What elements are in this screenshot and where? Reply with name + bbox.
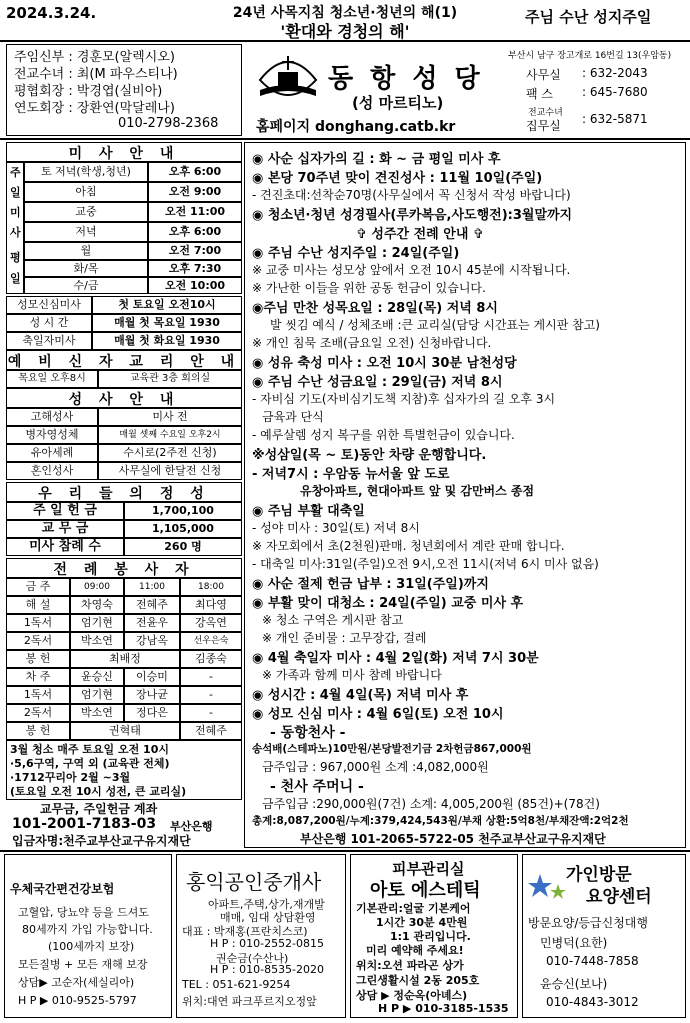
pastoral-theme: 24년 사목지침 청소년·청년의 해(1) <box>232 5 458 21</box>
sacrament-name: 병자영성체 <box>6 426 98 444</box>
ad-care-title2: 요양센터 <box>586 887 652 907</box>
offering-name: 주 일 헌 금 <box>6 502 124 520</box>
ad-skincare-line: H P ▶ 010-3185-1535 <box>378 1002 509 1015</box>
offering-value: 1,700,100 <box>124 502 242 520</box>
server-role: 1독서 <box>6 686 70 704</box>
server-name: 전윤우 <box>124 614 180 632</box>
ad-realty-line: 위치:대연 파크푸르지오정앞 <box>182 995 317 1008</box>
notice-line: ◉ 사순 십자가의 길 : 화 ~ 금 평일 미사 후 <box>252 152 501 167</box>
mass-side-label: 미 <box>10 206 21 219</box>
notice-line: 부산은행 101-2065-5722-05 천주교부산교구유지재단 <box>300 832 606 846</box>
offering-value: 1,105,000 <box>124 520 242 538</box>
staff-pastor: 주임신부 : 경훈모(알렉시오) <box>14 50 175 65</box>
server-name: 최배정 <box>70 650 180 668</box>
server-name: 11:00 <box>124 578 180 596</box>
ad-realty-line: H P : 010-8535-2020 <box>210 963 325 976</box>
parish-address: 부산시 남구 장고개로 16번길 13(우암동) <box>508 51 672 61</box>
staff-phone: 010-2798-2368 <box>118 116 219 131</box>
cleaning-line: (토요일 오전 10시 성전, 큰 교리실) <box>10 785 187 798</box>
sacrament-name: 고해성사 <box>6 408 98 426</box>
mass-side-label: 일 <box>10 186 21 199</box>
notice-line: 발 씻김 예식 / 성체조배 :큰 교리실(담당 시간표는 게시판 참고) <box>270 318 600 332</box>
notice-line: ※ 교중 미사는 성모상 앞에서 오전 10시 45분에 시작됩니다. <box>252 263 571 277</box>
sister-office-phone: : 632-5871 <box>582 112 648 126</box>
mass-row-name: 월 <box>24 242 148 260</box>
mass-row-time: 오전 11:00 <box>148 202 242 222</box>
notice-line: - 예루살렘 성지 복구를 위한 특별헌금이 있습니다. <box>252 428 515 442</box>
fax-label: 팩 스 <box>526 87 553 101</box>
server-role: 2독서 <box>6 632 70 650</box>
special-mass-time: 매월 첫 화요일 1930 <box>92 332 242 350</box>
server-name: 권혁태 <box>70 722 180 740</box>
offering-name: 미사 참례 수 <box>6 538 124 556</box>
mass-row-name: 아침 <box>24 182 148 202</box>
server-name: 최다영 <box>180 596 242 614</box>
mass-row-name: 저녁 <box>24 222 148 242</box>
server-name: 박소연 <box>70 704 124 722</box>
fax-phone: : 645-7680 <box>582 85 648 99</box>
server-name: 09:00 <box>70 578 124 596</box>
server-role: 봉 헌 <box>6 650 70 668</box>
special-mass-name: 성모신심미사 <box>6 296 92 314</box>
notice-line: - 천사 주머니 - <box>270 779 364 795</box>
special-mass-name: 축일자미사 <box>6 332 92 350</box>
server-name: 이승미 <box>124 668 180 686</box>
server-name: - <box>180 668 242 686</box>
notice-line: ◉ 주님 수난 성지주일 : 24일(주일) <box>252 246 460 261</box>
ad-care-title1: 가인방문 <box>566 865 632 885</box>
notice-line: - 성야 미사 : 30일(토) 저녁 8시 <box>252 521 420 535</box>
ad-skincare-line: 미리 예약해 주세요! <box>366 944 464 957</box>
ad-care-line: 민병덕(요한) <box>540 936 608 950</box>
notice-line: ※ 가난한 이들을 위한 공동 헌금이 있습니다. <box>252 281 486 295</box>
parish-name: 동 항 성 당 <box>328 64 484 94</box>
mass-row-time: 오후 6:00 <box>148 162 242 182</box>
sacrament-value: 사무실에 한달전 신청 <box>98 462 242 480</box>
notice-line: - 견진초대:선착순70명(사무실에서 꼭 신청서 작성 바랍니다) <box>252 188 571 202</box>
server-name: 차영숙 <box>70 596 124 614</box>
ad-skincare-line: 위치:오션 파라곤 상가 <box>356 959 464 972</box>
server-name: 전혜주 <box>124 596 180 614</box>
notice-line: ※ 개인 침묵 조배(금요일 오전) 신청바랍니다. <box>252 336 492 350</box>
catechumen-heading: 예 비 신 자 교 리 안 내 <box>6 350 242 370</box>
mass-row-name: 수/금 <box>24 277 148 294</box>
server-name: 강옥연 <box>180 614 242 632</box>
mass-side-label: 사 <box>10 226 21 239</box>
church-logo-icon <box>256 50 320 106</box>
parish-patron: (성 마르티노) <box>352 94 444 112</box>
notice-line: ◉ 성모 신심 미사 : 4월 6일(토) 오전 10시 <box>252 707 504 722</box>
ad-insurance-line: 고혈압, 당뇨약 등을 드셔도 <box>18 906 149 919</box>
ad-insurance-line: 80세까지 가입 가능합니다. <box>22 923 153 936</box>
staff-sister: 전교수녀 : 최(M 파우스티나) <box>14 67 178 82</box>
notice-line: ◉ 사순 절제 헌금 납부 : 31일(주일)까지 <box>252 577 489 592</box>
ad-skincare-line: 상담 ▶ 정순옥(아녜스) <box>356 989 468 1002</box>
liturgical-sunday: 주님 수난 성지주일 <box>525 8 652 26</box>
account-holder: 입금자명:천주교부산교구유지재단 <box>12 834 191 848</box>
server-name: 정다은 <box>124 704 180 722</box>
server-name: 선우은숙 <box>180 632 242 650</box>
ad-care-line: 010-4843-3012 <box>546 995 639 1009</box>
ad-realty-line: 권순금(수산나) <box>216 952 289 965</box>
ad-care-line: 윤승신(보나) <box>540 977 608 991</box>
sacrament-value: 미사 전 <box>98 408 242 426</box>
servers-heading: 전 례 봉 사 자 <box>6 558 242 578</box>
ad-realty-line: 대표 : 박재홍(프란치스코) <box>182 925 308 938</box>
ad-insurance-line: 상담▶ 고순자(세실리아) <box>18 976 135 989</box>
server-name: - <box>180 704 242 722</box>
cleaning-line: ·5,6구역, 구역 외 (교육관 전체) <box>10 757 170 770</box>
notice-line: 송석배(스테파노)10만원/본당발전기금 2차헌금867,000원 <box>252 743 532 755</box>
server-role: 2독서 <box>6 704 70 722</box>
staff-council: 평협회장 : 박경엽(실비아) <box>14 84 163 99</box>
notice-line: 총계:8,087,200원/누계:379,424,543원/부채 상환:5억8천/부채잔액:2억2천 <box>252 815 629 827</box>
ad-insurance-line: 모든질병 + 모든 재해 보장 <box>18 958 148 971</box>
notice-line: ◉ 청소년·청년 성경필사(루카복음,사도행전):3월말까지 <box>252 208 573 223</box>
ad-skincare-line: 그린생활시설 2동 205호 <box>356 974 480 987</box>
mass-side-label: 주 <box>10 166 21 179</box>
notice-line: - 자비심 기도(자비심기도책 지참)후 십자가의 길 오후 3시 <box>252 392 556 406</box>
notice-line: ✞ 성주간 전례 안내 ✞ <box>356 227 484 242</box>
notice-line: ◉ 본당 70주년 맞이 견진성사 : 11월 10일(주일) <box>252 171 543 186</box>
special-mass-name: 성 시 간 <box>6 314 92 332</box>
notice-line: ※ 자모회에서 초(2천원)판매. 청년회에서 계란 판매 합니다. <box>252 539 565 553</box>
sister-office-label1: 전교수녀 <box>528 108 563 118</box>
mass-heading: 미 사 안 내 <box>6 142 242 162</box>
top-divider <box>0 138 690 140</box>
sacrament-name: 유아세례 <box>6 444 98 462</box>
cleaning-line: ·1712꾸리아 2월 ~3월 <box>10 771 131 784</box>
mass-side-label: 일 <box>10 272 21 285</box>
offering-heading: 우 리 들 의 정 성 <box>6 482 242 502</box>
server-name: 김종숙 <box>180 650 242 668</box>
notice-line: 금주입금 : 967,000원 소계 :4,082,000원 <box>262 760 489 774</box>
ad-realty-line: 매매, 임대 상담환영 <box>220 911 316 924</box>
catechumen-place: 교육관 3층 회의실 <box>98 370 242 388</box>
ads-divider <box>0 850 690 852</box>
office-phone: : 632-2043 <box>582 66 648 80</box>
stars-icon <box>528 872 568 906</box>
ad-skincare-line: 기본관리:얼굴 기본케어 <box>356 902 471 915</box>
notice-line: 유창아파트, 현대아파트 앞 및 감만버스 종점 <box>300 484 535 498</box>
ad-realty-title: 홍익공인중개사 <box>186 870 322 894</box>
ad-insurance-line: (100세까지 보장) <box>48 940 135 953</box>
server-role: 봉 헌 <box>6 722 70 740</box>
notice-line: 금육과 단식 <box>262 410 324 424</box>
special-mass-time: 매월 첫 목요일 1930 <box>92 314 242 332</box>
mass-row-time: 오전 9:00 <box>148 182 242 202</box>
mass-row-name: 토 저녁(학생,청년) <box>24 162 148 182</box>
notice-line: ※성삼일(목 ~ 토)동안 차량 운행합니다. <box>252 448 487 463</box>
server-role: 차 주 <box>6 668 70 686</box>
bulletin-date: 2024.3.24. <box>6 4 97 22</box>
sacrament-value: 매월 셋째 수요일 오후2시 <box>98 426 242 444</box>
catechumen-time: 목요일 오후8시 <box>6 370 98 388</box>
notice-line: ◉ 4월 축일자 미사 : 4월 2일(화) 저녁 7시 30분 <box>252 651 539 666</box>
parish-homepage: 홈페이지 donghang.catb.kr <box>256 119 456 135</box>
server-name: 강남옥 <box>124 632 180 650</box>
notice-line: ※ 개인 준비물 : 고무장갑, 걸레 <box>262 631 427 645</box>
ad-skincare-line: 1시간 30분 4만원 <box>376 916 468 929</box>
server-role: 1독서 <box>6 614 70 632</box>
office-label: 사무실 <box>526 68 561 82</box>
sacrament-name: 혼인성사 <box>6 462 98 480</box>
notice-line: ◉ 주님 수난 성금요일 : 29일(금) 저녁 8시 <box>252 375 503 390</box>
notice-line: - 대축일 미사:31일(주일)오전 9시,오전 11시(저녁 6시 미사 없음) <box>252 557 599 571</box>
mass-row-time: 오후 6:00 <box>148 222 242 242</box>
mass-row-time: 오전 7:00 <box>148 242 242 260</box>
server-name: 장나균 <box>124 686 180 704</box>
ad-skincare-line: 1:1 관리입니다. <box>390 930 471 943</box>
ad-insurance-line: H P ▶ 010-9525-5797 <box>18 994 137 1007</box>
mass-row-name: 교중 <box>24 202 148 222</box>
ad-care-line: 방문요양/등급신청대행 <box>528 916 648 930</box>
mass-row-time: 오전 10:00 <box>148 277 242 294</box>
staff-yeondo: 연도회장 : 장환연(막달레나) <box>14 101 175 116</box>
offering-value: 260 명 <box>124 538 242 556</box>
ad-realty-line: TEL : 051-621-9254 <box>182 978 291 991</box>
server-name: 엄기현 <box>70 614 124 632</box>
server-role: 해 설 <box>6 596 70 614</box>
ad-realty-line: 아파트,주택,상가,재개발 <box>208 898 325 911</box>
server-name: - <box>180 686 242 704</box>
ad-skincare-title1: 피부관리실 <box>392 860 465 878</box>
server-role: 금 주 <box>6 578 70 596</box>
account-bank: 부산은행 <box>170 820 213 833</box>
ad-realty-line: H P : 010-2552-0815 <box>210 937 325 950</box>
account-title: 교무금, 주일헌금 계좌 <box>40 802 158 816</box>
sacrament-heading: 성 사 안 내 <box>6 388 242 408</box>
ad-skincare-title2: 아토 에스테틱 <box>370 880 481 901</box>
server-name: 엄기현 <box>70 686 124 704</box>
sacrament-value: 수시로(2주전 신청) <box>98 444 242 462</box>
server-name: 박소연 <box>70 632 124 650</box>
ad-insurance-title: 우체국간편건강보험 <box>10 882 115 896</box>
server-name: 윤승신 <box>70 668 124 686</box>
mass-row-time: 오후 7:30 <box>148 260 242 277</box>
offering-name: 교 무 금 <box>6 520 124 538</box>
special-mass-time: 첫 토요일 오전10시 <box>92 296 242 314</box>
notice-line: - 동항천사 - <box>270 725 346 741</box>
sister-office-label2: 집무실 <box>526 119 561 133</box>
notice-line: ◉ 부활 맞이 대청소 : 24일(주일) 교중 미사 후 <box>252 596 524 611</box>
notice-line: ※ 청소 구역은 게시판 참고 <box>262 613 404 627</box>
server-name: 전혜주 <box>180 722 242 740</box>
notice-line: 금주입금 :290,000원(7건) 소계: 4,005,200원 (85건)+(78건) <box>262 797 600 811</box>
notice-line: ◉ 성시간 : 4월 4일(목) 저녁 미사 후 <box>252 688 469 703</box>
notice-line: ◉ 주님 부활 대축일 <box>252 504 365 519</box>
notice-line: ※ 가족과 함께 미사 참례 바랍니다 <box>262 668 442 682</box>
year-motto: '환대와 경청의 해' <box>280 22 410 41</box>
mass-row-name: 화/목 <box>24 260 148 277</box>
ad-care-line: 010-7448-7858 <box>546 954 639 968</box>
notice-line: - 저녁7시 : 우암동 뉴서울 앞 도로 <box>252 467 450 482</box>
server-name: 18:00 <box>180 578 242 596</box>
notice-line: ◉주님 만찬 성목요일 : 28일(목) 저녁 8시 <box>252 301 498 316</box>
cleaning-line: 3월 청소 매주 토요일 오전 10시 <box>10 743 169 756</box>
header-divider <box>0 40 690 42</box>
account-number: 101-2001-7183-03 <box>12 816 157 832</box>
mass-side-label: 평 <box>10 251 21 264</box>
notice-line: ◉ 성유 축성 미사 : 오전 10시 30분 남천성당 <box>252 356 517 371</box>
